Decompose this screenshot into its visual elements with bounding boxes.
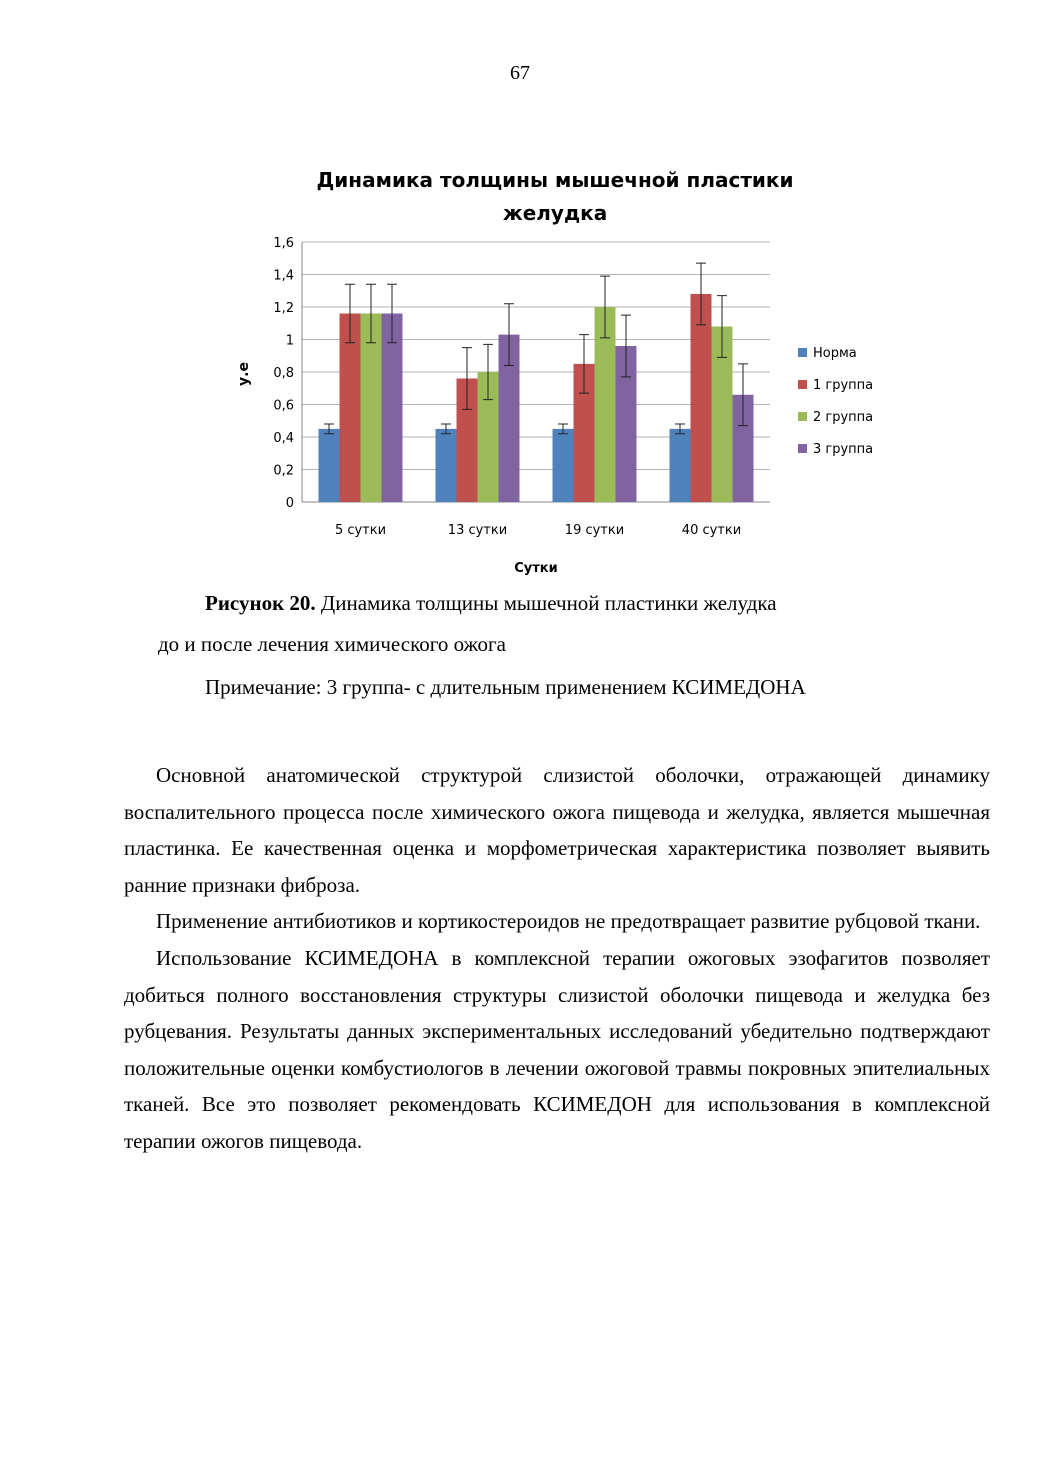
legend-label: Норма [813, 346, 857, 361]
page-number: 67 [510, 62, 530, 84]
chart-title-line-2: желудка [502, 201, 608, 225]
y-tick-label: 0,8 [273, 366, 294, 381]
y-tick-label: 0,2 [273, 463, 294, 479]
x-tick-label: 5 сутки [334, 523, 387, 538]
chart-title-line-1: Динамика толщины мышечной пластики [316, 168, 794, 192]
x-tick-label: 19 сутки [564, 523, 625, 538]
y-tick-label: 0,6 [273, 398, 294, 414]
y-tick-label: 1 [285, 333, 294, 349]
figure-label: Рисунок 20. [205, 591, 316, 615]
chart-canvas [210, 160, 910, 580]
paragraph-1: Основной анатомической структурой слизистой оболочки, отражающей динамику воспалительного процесса после химического ожога пищевода и желудка, является мышечная пластинка. Ее качественная оценка и морфометрическая характеристика позволяет выявить ранние признаки фиброза. [124, 763, 990, 897]
legend-swatch [798, 412, 807, 421]
figure-caption-text: Динамика толщины мышечной пластинки желудка [315, 591, 777, 615]
y-tick-label: 1,6 [273, 236, 294, 251]
y-axis-label: у.е [236, 362, 252, 386]
bar [319, 429, 340, 502]
legend-label: 1 группа [813, 378, 874, 393]
legend-swatch [798, 444, 807, 453]
legend-label: 2 группа [813, 410, 874, 425]
bar [553, 429, 574, 502]
x-axis-label: Сутки [514, 561, 558, 576]
legend-swatch [798, 380, 807, 389]
y-tick-label: 1,2 [273, 301, 294, 316]
bar-chart [210, 160, 910, 580]
legend-swatch [798, 348, 807, 357]
y-tick-labels [273, 236, 294, 511]
y-tick-label: 1,4 [273, 268, 294, 284]
body-text [124, 757, 990, 1160]
x-tick-labels [335, 523, 741, 538]
figure-note: Примечание: 3 группа- с длительным применением КСИМЕДОНА [205, 675, 806, 699]
paragraph-3: Использование КСИМЕДОНА в комплексной терапии ожоговых эзофагитов позволяет добиться полного восстановления структуры слизистой оболочки пищевода и желудка без рубцевания. Результаты данных экспериментальных исследований убедительно подтверждают положительные оценки комбустиологов в лечении ожоговой травмы покровных эпителиальных тканей. Все это позволяет рекомендовать КСИМЕДОН для использования в комплексной терапии ожогов пищевода. [124, 945, 990, 1153]
chart-legend [798, 346, 873, 457]
y-tick-label: 0 [285, 496, 294, 511]
figure-caption [0, 591, 1040, 616]
bar [436, 429, 457, 502]
paragraph-2: Применение антибиотиков и кортикостероидов не предотвращает развитие рубцовой ткани. [156, 909, 981, 934]
x-tick-label: 40 сутки [681, 523, 742, 538]
x-tick-label: 13 сутки [447, 523, 508, 538]
y-tick-label: 0,4 [273, 431, 294, 446]
chart-bars [319, 294, 754, 502]
figure-caption-line-2: до и после лечения химического ожога [158, 632, 506, 656]
legend-label: 3 группа [813, 442, 874, 457]
bar [670, 429, 691, 502]
